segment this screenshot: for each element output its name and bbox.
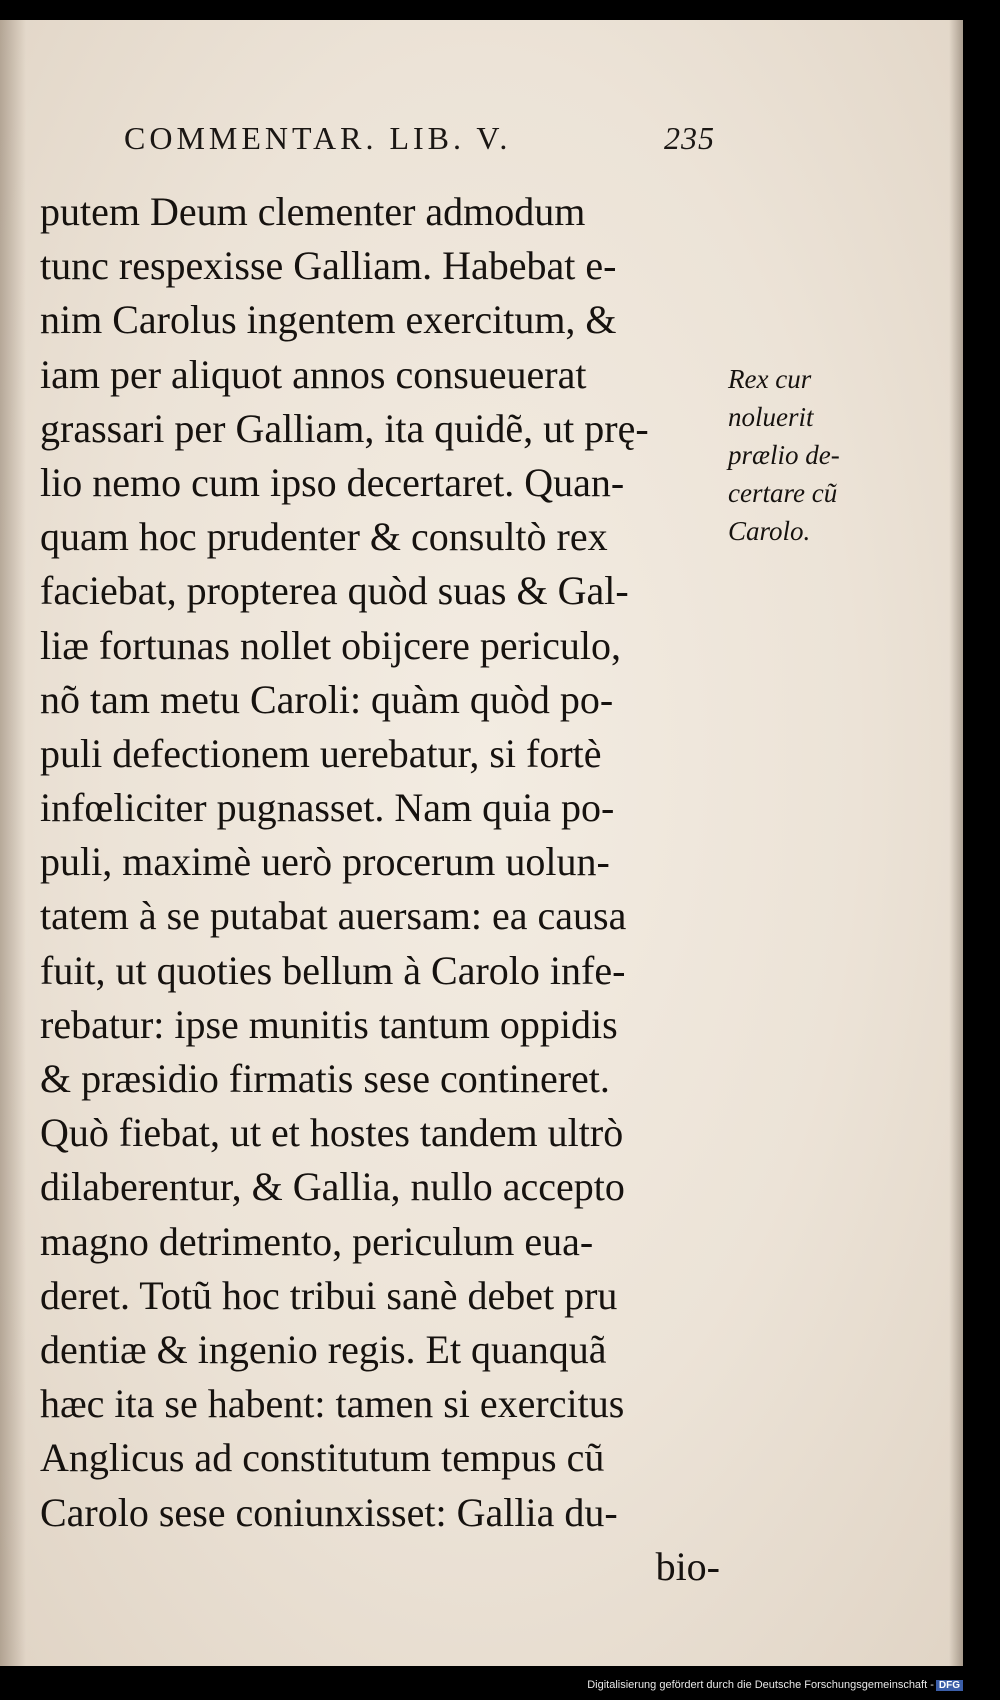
text-line: dilaberentur, & Gallia, nullo accepto: [40, 1164, 625, 1210]
text-line: & præsidio firmatis sese contineret.: [40, 1056, 610, 1101]
catchword: bio-: [655, 1543, 720, 1589]
text-line: fuit, ut quoties bellum à Carolo infe-: [40, 947, 626, 993]
margin-note-line: certare cũ: [728, 478, 838, 508]
running-head: [124, 120, 724, 157]
text-line: tatem à se putabat auersam: ea causa: [40, 893, 627, 939]
book-page: [0, 20, 963, 1666]
body-text: [40, 185, 720, 1594]
text-line: liæ fortunas nollet obijcere periculo,: [40, 622, 621, 668]
text-line: nõ tam metu Caroli: quàm quòd po-: [40, 676, 614, 722]
text-line: Anglicus ad constitutum tempus cũ: [40, 1435, 605, 1481]
text-line: faciebat, propterea quòd suas & Gal-: [40, 568, 629, 614]
text-line: Quò fiebat, ut et hostes tandem ultrò: [40, 1110, 624, 1156]
text-line: infœliciter pugnasset. Nam quia po-: [40, 785, 615, 831]
gutter-shadow: [0, 20, 26, 1666]
page-edge: [949, 20, 963, 1666]
text-line: iam per aliquot annos consueuerat: [40, 351, 587, 397]
margin-note-line: Carolo.: [728, 516, 811, 546]
text-line: puli, maximè uerò procerum uolun-: [40, 839, 610, 885]
text-line: quam hoc prudenter & consultò rex: [40, 514, 608, 560]
text-line: dentiæ & ingenio regis. Et quanquã: [40, 1326, 607, 1372]
text-line: tunc respexisse Galliam. Habebat e-: [40, 243, 617, 289]
margin-note: [728, 360, 898, 550]
text-line: lio nemo cum ipso decertaret. Quan-: [40, 459, 625, 505]
margin-note-line: noluerit: [728, 402, 814, 432]
text-line: nim Carolus ingentem exercitum, &: [40, 297, 617, 343]
margin-note-line: prælio de-: [728, 440, 840, 470]
text-line: magno detrimento, periculum eua-: [40, 1218, 594, 1264]
running-head-title: COMMENTAR. LIB. V.: [124, 120, 512, 156]
text-line: Carolo sese coniunxisset: Gallia du-: [40, 1489, 618, 1535]
text-line: rebatur: ipse munitis tantum oppidis: [40, 1001, 618, 1047]
dfg-logo: DFG: [936, 1680, 963, 1691]
digitization-credit: [587, 1679, 963, 1691]
text-line: hæc ita se habent: tamen si exercitus: [40, 1381, 625, 1427]
text-line: grassari per Galliam, ita quidẽ, ut prę-: [40, 405, 649, 451]
text-line: deret. Totũ hoc tribui sanè debet pru: [40, 1272, 618, 1318]
text-line: putem Deum clementer admodum: [40, 189, 586, 234]
page-number: 235: [664, 120, 715, 156]
credit-text: Digitalisierung gefördert durch die Deutsche Forschungsgemeinschaft -: [587, 1679, 934, 1691]
margin-note-line: Rex cur: [728, 364, 812, 394]
text-line: puli defectionem uerebatur, si fortè: [40, 730, 602, 776]
